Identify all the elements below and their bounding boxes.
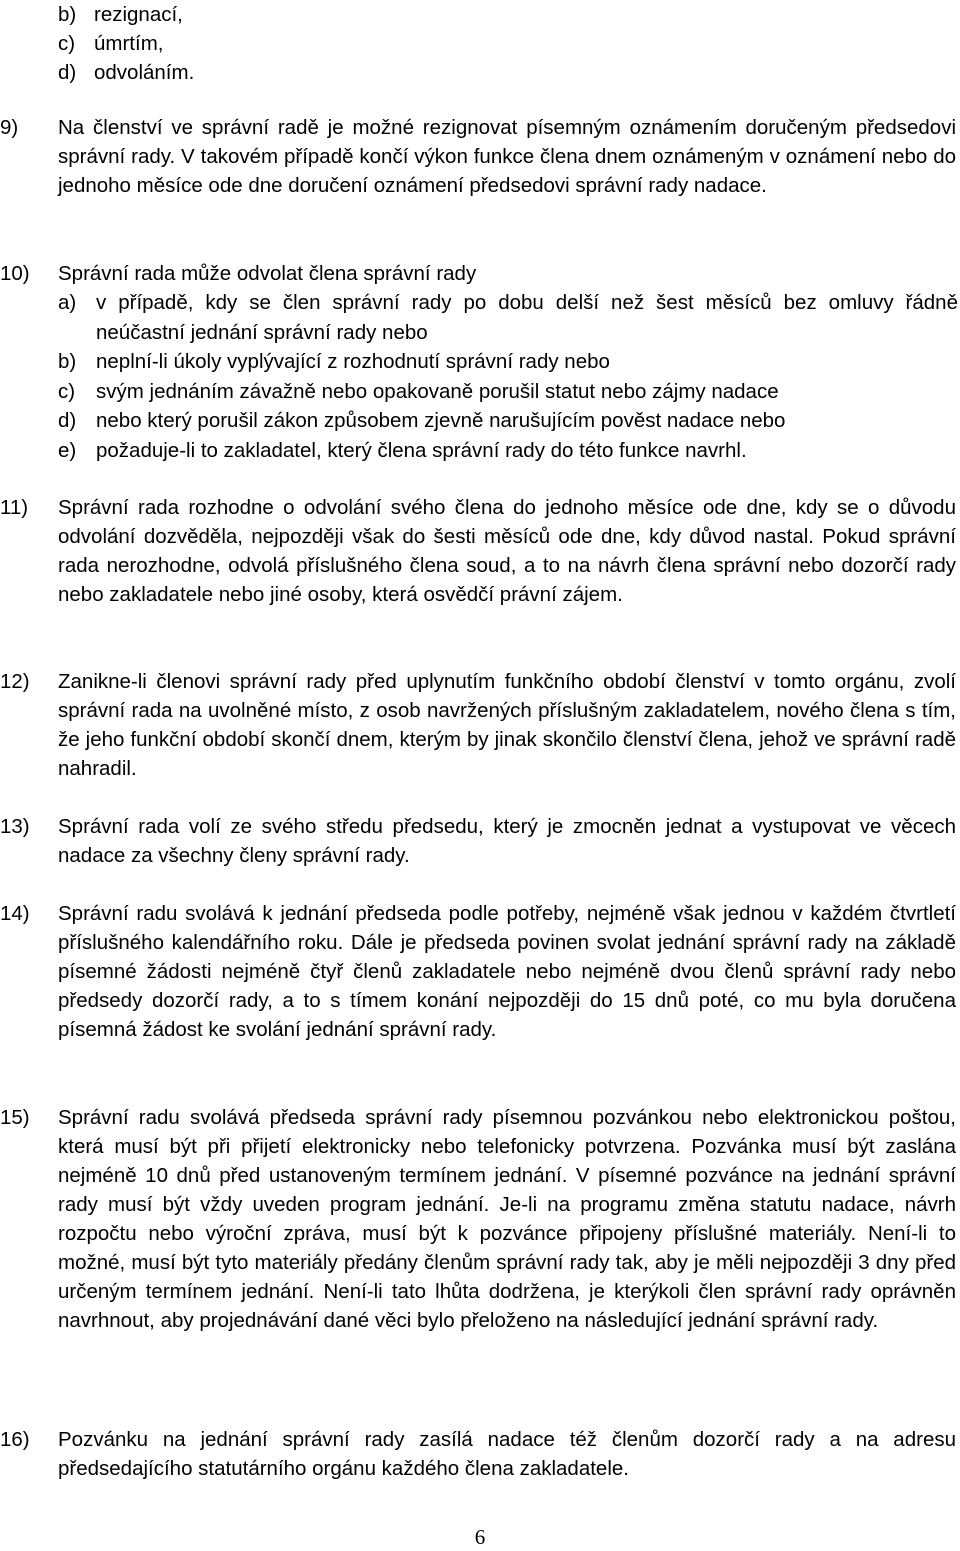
list-item-text: úmrtím, <box>94 32 164 55</box>
paragraph-number: 13) <box>0 815 30 838</box>
list-item-label: d) <box>58 409 77 432</box>
paragraph-number: 14) <box>0 902 30 925</box>
paragraph-text: Správní rada může odvolat člena správní rady <box>58 262 477 285</box>
paragraph-9 <box>0 113 958 200</box>
list-item-text: neplní-li úkoly vyplývající z rozhodnutí správní rady nebo <box>96 350 610 373</box>
list-item-label: d) <box>58 61 77 84</box>
paragraph-number: 9) <box>0 116 19 139</box>
paragraph-10 <box>0 259 958 465</box>
termination-list-continued <box>58 0 938 87</box>
paragraph-14 <box>0 899 958 1044</box>
list-item-label: b) <box>58 3 77 26</box>
list-item-text: v případě, kdy se člen správní rady po dobu delší než šest měsíců bez omluvy řádně neúčastní jednání správní rady nebo <box>96 291 958 344</box>
paragraph-number: 10) <box>0 262 30 285</box>
list-item-label: e) <box>58 438 77 462</box>
paragraph-text: Správní rada rozhodne o odvolání svého člena do jednoho měsíce ode dne, kdy se o důvodu odvolání dozvěděla, nejpozději však do šesti měsíců ode dne, kdy důvod nastal. Pokud správní rada nerozhodne, odvolá příslušného člena soud, a to na návrh člena správní nebo dozorčí rady nebo zakladatele nebo jiné osoby, která osvědčí právní zájem. <box>58 496 956 606</box>
list-item-text: odvoláním. <box>94 61 195 84</box>
paragraph-text: Na členství ve správní radě je možné rezignovat písemným oznámením doručeným předsedovi správní rady. V takovém případě končí výkon funkce člena dnem oznámeným v oznámení nebo do jednoho měsíce ode dne doručení oznámení předsedovi správní rady nadace. <box>58 116 956 197</box>
list-item-text: svým jednáním závažně nebo opakovaně porušil statut nebo zájmy nadace <box>96 379 779 403</box>
paragraph-11 <box>0 493 958 609</box>
list-item <box>58 406 958 436</box>
paragraph-text: Zanikne-li členovi správní rady před uplynutím funkčního období členství v tomto orgánu, zvolí správní rada na uvolněné místo, z osob navržených příslušným zakladatelem, nového člena s tím, že jeho funkční období skončí dnem, kterým by jinak skončilo členství člena, jehož ve správní radě nahradil. <box>58 670 956 780</box>
paragraph-number: 15) <box>0 1106 30 1129</box>
list-item-label: a) <box>58 291 77 314</box>
list-item <box>58 29 938 58</box>
paragraph-text: Správní radu svolává k jednání předseda podle potřeby, nejméně však jednou v každém čtvrtletí příslušného kalendářního roku. Dále je předseda povinen svolat jednání správní rady na základě písemné žádosti nejméně čtyř členů zakladatele nebo nejméně dvou členů správní rady nebo předsedy dozorčí rady, a to s tímem konání nejpozději do 15 dnů poté, co mu byla doručena písemná žádost ke svolání jednání správní rady. <box>58 902 956 1041</box>
paragraph-text: Správní radu svolává předseda správní rady písemnou pozvánkou nebo elektronickou poštou, která musí být při přijetí elektronicky nebo telefonicky potvrzena. Pozvánka musí být zaslána nejméně 10 dnů před ustanoveným termínem jednání. V písemné pozvánce na jednání správní rady musí být vždy uveden program jednání. Je-li na programu změna statutu nadace, návrh rozpočtu nebo výroční zpráva, musí být k pozvánce připojeny příslušné materiály. Není-li to možné, musí být tyto materiály předány členům správní rady tak, aby je měli nejpozději 3 dny před určeným termínem jednání. Není-li tato lhůta dodržena, je kterýkoli člen správní rady oprávněn navrhnout, aby projednávání dané věci bylo přeloženo na následující jednání správní rady. <box>58 1106 956 1332</box>
paragraph-16 <box>0 1425 958 1483</box>
paragraph-number: 16) <box>0 1428 30 1451</box>
list-item-label: b) <box>58 350 77 373</box>
paragraph-text: Pozvánku na jednání správní rady zasílá nadace též členům dozorčí rady a na adresu předsedajícího statutárního orgánu každého člena zakladatele. <box>58 1428 956 1480</box>
list-item <box>58 0 938 29</box>
paragraph-12 <box>0 667 958 783</box>
paragraph-13 <box>0 812 958 870</box>
list-item <box>58 377 958 407</box>
list-item-text: rezignací, <box>94 3 183 26</box>
paragraph-number: 12) <box>0 670 30 693</box>
list-item <box>58 436 958 466</box>
list-item <box>58 347 958 377</box>
paragraph-number: 11) <box>0 496 29 519</box>
paragraph-15 <box>0 1103 958 1335</box>
list-item <box>58 58 938 87</box>
page-number: 6 <box>474 1525 486 1549</box>
list-item-label: c) <box>58 379 76 403</box>
list-item-text: požaduje-li to zakladatel, který člena správní rady do této funkce navrhl. <box>96 438 747 462</box>
paragraph-text: Správní rada volí ze svého středu předsedu, který je zmocněn jednat a vystupovat ve věcech nadace za všechny členy správní rady. <box>58 815 956 867</box>
list-item-text: nebo který porušil zákon způsobem zjevně narušujícím pověst nadace nebo <box>96 409 786 432</box>
list-item <box>58 288 958 347</box>
list-item-label: c) <box>58 32 76 55</box>
removal-conditions-list <box>58 288 958 465</box>
